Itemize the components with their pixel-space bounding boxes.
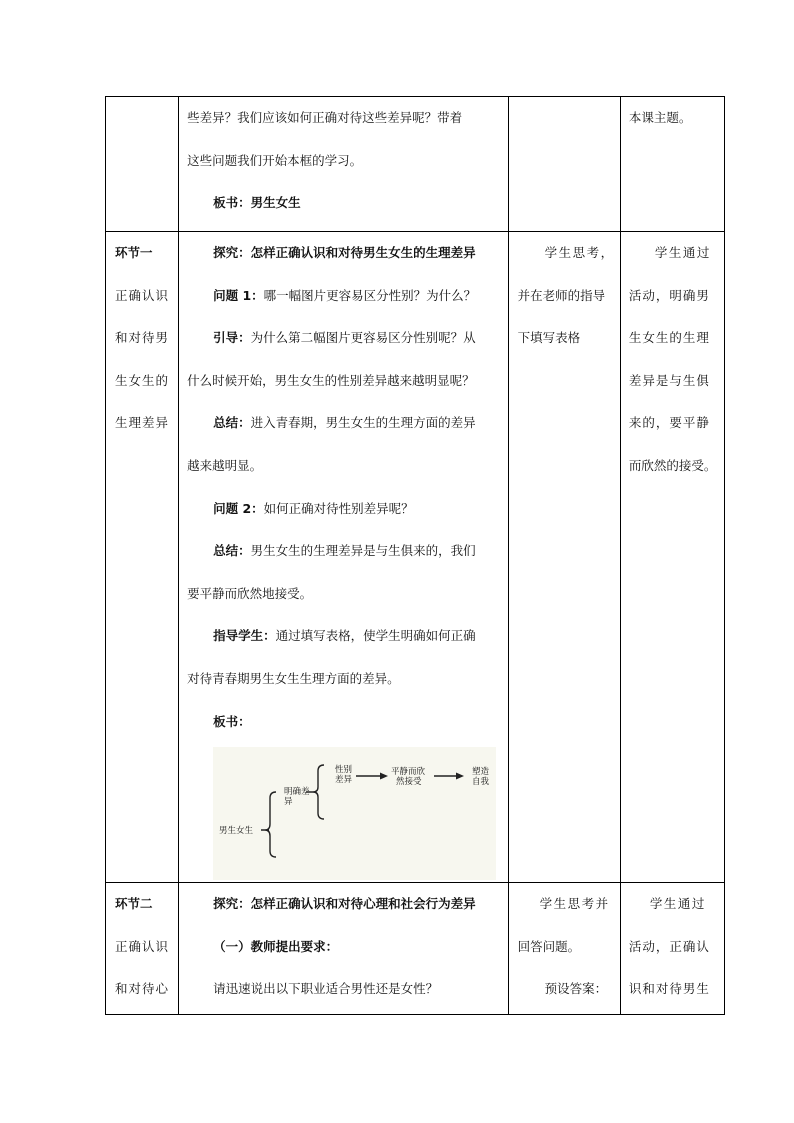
line-text: 如何正确对待性别差异呢？ [263,500,414,516]
content-line: 对待青春期男生女生生理方面的差异。 [187,670,400,686]
content-line [187,317,508,360]
content-cell [179,97,509,232]
section-line: 正确认识 [115,287,170,303]
intent-line: 识和对待男生 [628,981,710,997]
inquiry-heading [187,232,508,275]
section-line: 和对待心 [115,981,170,997]
design-intent-cell [620,97,724,232]
line-label: 总结： [213,415,251,431]
section-cell [106,232,179,883]
table-row [106,883,725,1015]
section-cell [106,97,179,232]
section-line: 生女生的 [115,372,170,388]
content-line: 这些问题我们开始本框的学习。 [187,152,363,168]
lesson-plan-table [105,96,725,1015]
line-label: 问题 2： [213,500,264,516]
line-label: 问题 1： [213,287,264,303]
line-label: （一）教师提出要求： [213,938,339,954]
content-line [187,615,508,658]
intent-line: 学生通过 [649,896,706,912]
line-text: 男生女生的生理差异是与生俱来的，我们 [250,543,476,559]
intent-line: 差异是与生俱 [628,372,710,388]
table-row [106,232,725,883]
content-line [187,926,508,969]
line-label: 板书： [213,713,251,729]
student-activity-cell [508,232,620,883]
design-intent-cell [620,232,724,883]
line-text: 哪一幅图片更容易区分性别？为什么？ [263,287,477,303]
section-line: 正确认识 [115,938,170,954]
intent-line: 本课主题。 [628,110,692,125]
student-line: 学生思考并 [539,896,610,912]
intent-line: 来的，要平静 [628,415,710,431]
section-line: 和对待男 [115,330,170,346]
diagram-end-label: 塑造 自我 [472,767,490,788]
intent-line: 学生通过 [654,245,711,260]
diagram-branch-label: 明确差 异 [284,787,310,808]
student-line: 回答问题。 [517,938,581,954]
intent-line: 生女生的生理 [628,330,710,346]
student-line: 预设答案： [544,981,608,997]
line-label: 引导： [213,330,251,346]
line-text: 进入青春期，男生女生的生理方面的差异 [250,415,476,431]
diagram-mid-label: 平静而欣 然接受 [391,767,426,788]
line-text: 男生女生 [250,195,301,211]
section-cell [106,883,179,1015]
line-text: 为什么第二幅图片更容易区分性别呢？从 [250,330,476,346]
line-label: 板书： [213,195,251,211]
student-line: 学生思考， [544,245,615,260]
section-line: 生理差异 [115,415,170,431]
content-line [187,275,508,318]
line-text: 怎样正确认识和对待心理和社会行为差异 [250,896,476,912]
content-line [187,488,508,531]
board-diagram-container [187,743,508,882]
content-line: 什么时候开始，男生女生的性别差异越来越明显呢？ [187,372,475,388]
student-activity-cell [508,883,620,1015]
inquiry-heading [187,883,508,926]
line-label: 指导学生： [213,628,276,644]
intent-line: 而欣然的接受。 [628,457,717,473]
line-label: 总结： [213,543,251,559]
content-line [187,701,508,744]
student-activity-cell [508,97,620,232]
diagram-sub-label: 性别 差异 [335,765,353,786]
line-text: 通过填写表格，使学生明确如何正确 [275,628,476,644]
design-intent-cell [620,883,724,1015]
line-label: 探究： [213,245,251,260]
student-line: 下填写表格 [517,330,581,346]
content-line [187,530,508,573]
line-text: 怎样正确认识和对待男生女生的生理差异 [250,245,476,260]
table-row [106,97,725,232]
student-line: 并在老师的指导 [517,287,606,303]
content-line [187,402,508,445]
content-cell [179,232,509,883]
content-line: 要平静而欣然地接受。 [187,585,313,601]
intent-line: 活动，明确男 [628,287,710,303]
content-line: 请迅速说出以下职业适合男性还是女性？ [213,981,439,997]
section-title: 环节一 [115,245,153,260]
diagram-root-label: 男生女生 [219,826,254,837]
content-line: 越来越明显。 [187,457,263,473]
board-title-line [187,182,508,225]
content-line: 些差异？我们应该如何正确对待这些差异呢？带着 [187,110,463,125]
section-title: 环节二 [115,896,153,912]
line-label: 探究： [213,896,251,912]
intent-line: 活动，正确认 [628,938,710,954]
board-diagram [213,747,496,880]
content-cell [179,883,509,1015]
